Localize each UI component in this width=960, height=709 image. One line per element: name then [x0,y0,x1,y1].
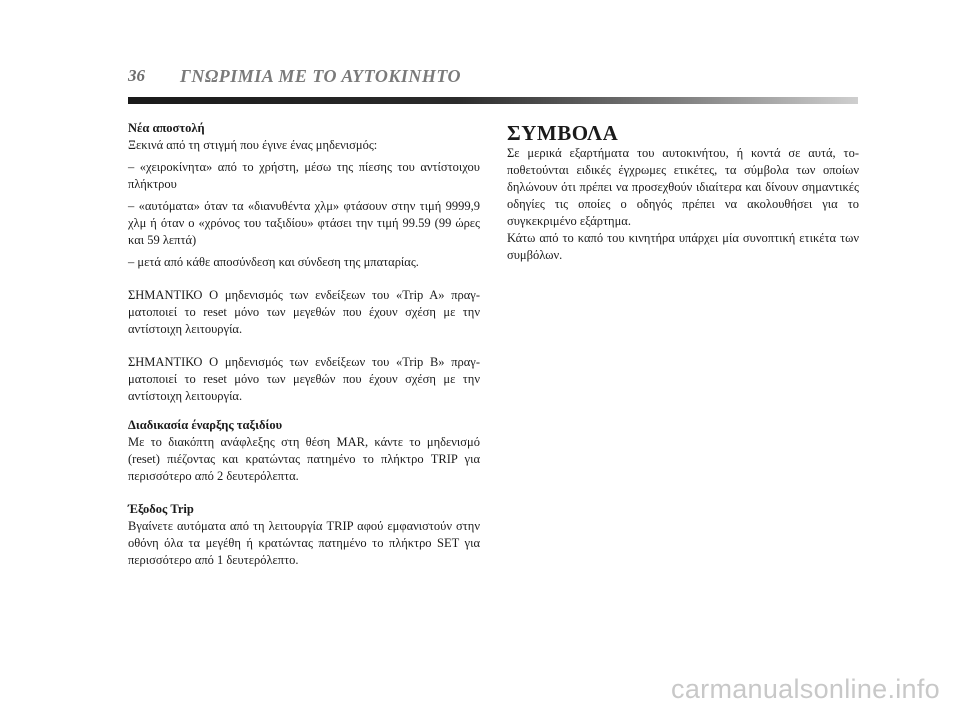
new-send-item-manual: – «χειροκίνητα» από το χρήστη, μέσω της πίεσης του αντίστοιχου πλήκτρου [128,160,480,191]
right-column [507,121,859,264]
running-title: ΓΝΩΡΙΜΙΑ ΜΕ ΤΟ ΑΥΤΟΚΙΝΗΤΟ [180,66,462,86]
trip-start-heading: Διαδικασία έναρξης ταξιδίου [128,418,283,432]
left-column [128,120,480,569]
new-send-heading: Νέα αποστολή [128,121,205,135]
symbols-title: ΣΥΜΒΟΛΑ [507,121,619,145]
new-send-intro: Ξεκινά από τη στιγμή που έγινε ένας μηδενισμός: [128,138,378,152]
new-send-item-auto: – «αυτόματα» όταν τα «διανυθέντα χλμ» φτάσουν στην τιμή 9999,9 χλμ ή όταν ο «χρόνος του ταξιδίου» φτάσει την τιμή 99.59 (99 ώρες και 59 λεπτά) [128,199,480,247]
note-trip-a: ΣΗΜΑΝΤΙΚΟ Ο μηδενισμός των ενδείξεων του «Trip A» πραγματοποιεί το reset μόνο των μεγεθών που έχουν σχέση με την αντίστοιχη λειτουργία. [128,288,480,336]
symbols-label-paragraph: Κάτω από το καπό του κινητήρα υπάρχει μία συνοπτική ετικέτα των συμβόλων. [507,231,859,262]
new-send-item-battery: – μετά από κάθε αποσύνδεση και σύνδεση της μπαταρίας. [128,255,419,269]
header-rule [128,97,858,104]
watermark: carmanualsonline.info [671,674,940,704]
trip-exit-heading: Έξοδος Trip [128,502,194,516]
page-header [128,66,858,90]
trip-start-body: Με το διακόπτη ανάφλεξης στη θέση MAR, κάντε το μηδενισμό (reset) πιέζοντας και κρατώντας πατημένο το πλήκτρο TRIP για περισσότερο από 2 δευτερόλεπτα. [128,435,480,483]
page-number: 36 [128,66,145,85]
note-trip-b: ΣΗΜΑΝΤΙΚΟ Ο μηδενισμός των ενδείξεων του «Trip B» πραγματοποιεί το reset μόνο των μεγεθών που έχουν σχέση με την αντίστοιχη λειτουργία. [128,355,480,403]
symbols-paragraph: Σε μερικά εξαρτήματα του αυτοκινήτου, ή κοντά σε αυτά, τοποθετούνται ειδικές έγχρωμες ετικέτες, τα σύμβολα των οποίων δηλώνουν ότι πρέπει να προσεχθούν ιδιαίτερα και δίνουν σημαντικές οδηγίες τις οποίες ο οδηγός πρέπει να ακολουθήσει για το συγκεκριμένο εξάρτημα. [507,146,859,228]
trip-exit-body: Βγαίνετε αυτόματα από τη λειτουργία TRIP αφού εμφανιστούν στην οθόνη όλα τα μεγέθη ή κρατώντας πατημένο το πλήκτρο SET για περισσότερο από 1 δευτερόλεπτο. [128,519,480,567]
